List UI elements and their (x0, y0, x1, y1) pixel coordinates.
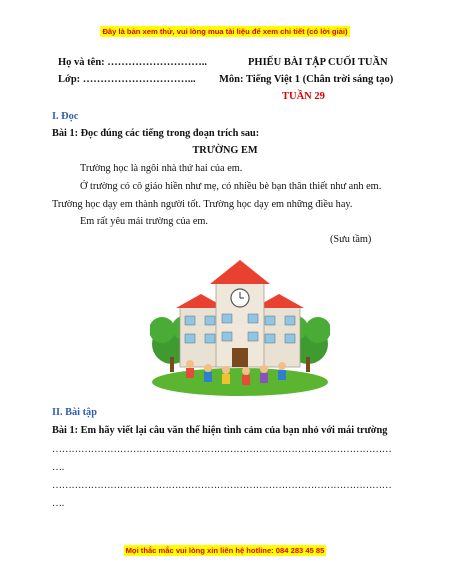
passage-title: TRƯỜNG EM (192, 145, 258, 156)
hotline-footer (0, 546, 450, 555)
worksheet-title: PHIẾU BÀI TẬP CUỐI TUẦN (248, 57, 388, 68)
preview-banner-text: Đây là bản xem thử, vui lòng mua tài liệu để xem chi tiết (có lời giải) (102, 27, 348, 36)
name-field-label: Họ và tên: ……………………….. (58, 57, 208, 68)
subject-label: Môn: Tiếng Việt 1 (Chân trời sáng tạo) (219, 74, 394, 85)
passage-line: Ở trường có cô giáo hiền như mẹ, có nhiều bè bạn thân thiết như anh em. (80, 181, 382, 192)
hotline-footer-text: Mọi thắc mắc vui lòng xin liên hệ hotline: 084 283 45 85 (125, 546, 325, 555)
answer-line[interactable]: …………………………………………………………………………………………… (52, 480, 392, 491)
passage-source: (Sưu tầm) (330, 234, 372, 245)
exercise-section-heading: II. Bài tập (52, 407, 97, 418)
passage-line: Trường học dạy em thành người tốt. Trường học dạy em những điều hay. (52, 199, 353, 210)
answer-line[interactable]: …………………………………………………………………………………………… (52, 444, 392, 455)
preview-banner (0, 27, 450, 36)
reading-section-heading: I. Đọc (52, 111, 79, 122)
week-label: TUẦN 29 (282, 91, 325, 102)
school-illustration-icon (150, 252, 330, 397)
passage-line: Em rất yêu mái trường của em. (80, 216, 208, 227)
reading-exercise-title: Bài 1: Đọc đúng các tiếng trong đoạn trích sau: (52, 128, 260, 139)
passage-line: Trường học là ngôi nhà thứ hai của em. (80, 163, 243, 174)
answer-line-end: …. (52, 498, 64, 509)
exercise-title: Bài 1: Em hãy viết lại câu văn thể hiện tình cảm của bạn nhỏ với mái trường (52, 425, 388, 436)
answer-line-end: …. (52, 462, 64, 473)
class-field-label: Lớp: …………………………... (58, 74, 196, 85)
